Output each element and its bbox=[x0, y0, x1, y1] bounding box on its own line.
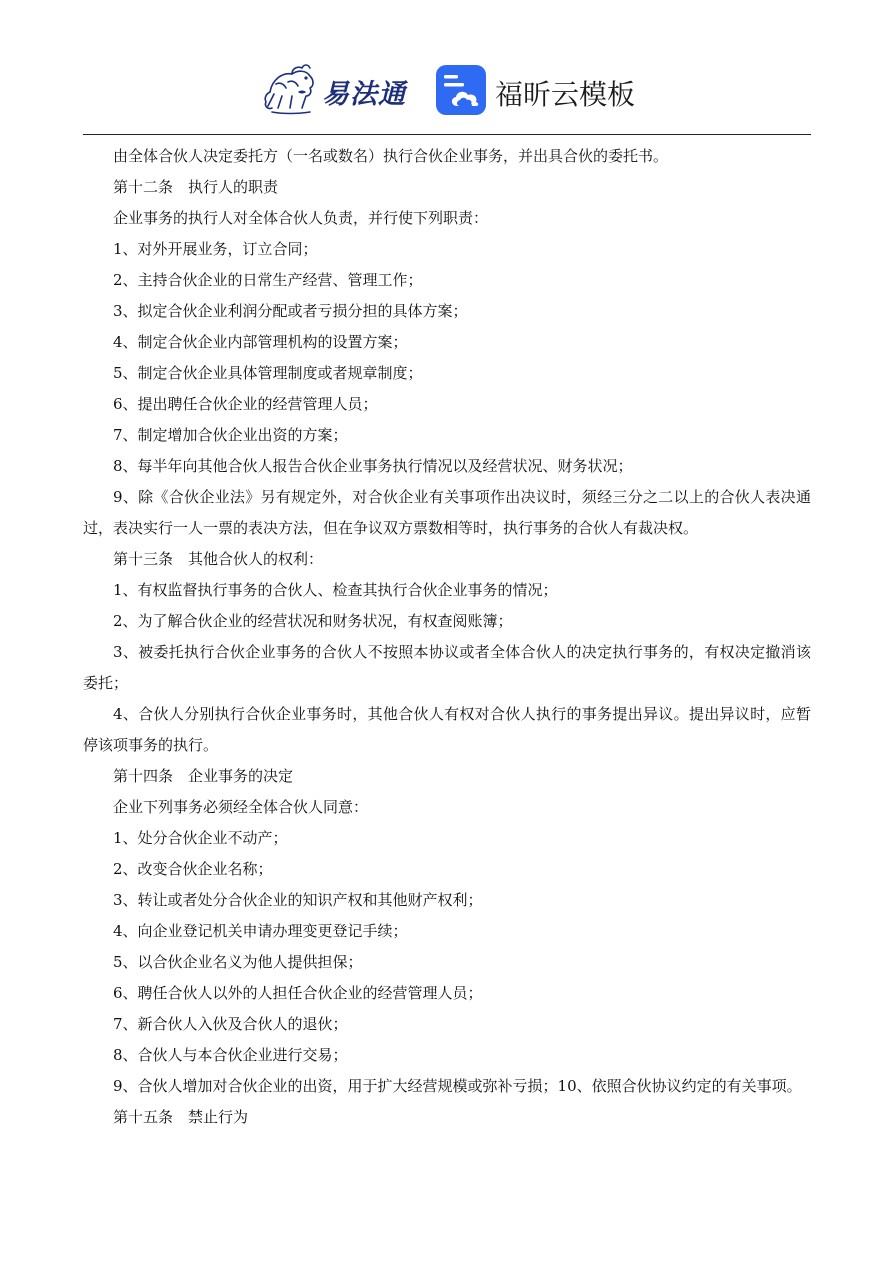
list-item: 3、拟定合伙企业利润分配或者亏损分担的具体方案； bbox=[113, 302, 468, 320]
list-item: 1、有权监督执行事务的合伙人、检查其执行合伙企业事务的情况； bbox=[113, 581, 558, 599]
list-item: 2、为了解合伙企业的经营状况和财务状况，有权查阅账簿； bbox=[113, 612, 513, 630]
article-heading: 第十二条 执行人的职责 bbox=[113, 178, 279, 196]
list-item: 5、以合伙企业名义为他人提供担保； bbox=[113, 953, 363, 971]
fuxin-cloud-template-logo bbox=[435, 64, 645, 120]
article-heading: 第十三条 其他合伙人的权利： bbox=[113, 550, 324, 568]
header-divider bbox=[83, 134, 811, 135]
fuxin-cloud-template-logo-text: 福昕云模板 bbox=[495, 78, 636, 111]
paragraph: 由全体合伙人决定委托方（一名或数名）执行合伙企业事务，并出具合伙的委托书。 bbox=[113, 147, 669, 165]
list-item: 9、除《合伙企业法》另有规定外，对合伙企业有关事项作出决议时，须经三分之二以上的合伙人表决通过，表决实行一人一票的表决方法，但在争议双方票数相等时，执行事务的合伙人有裁决权。 bbox=[83, 488, 811, 537]
list-item: 8、每半年向其他合伙人报告合伙企业事务执行情况以及经营状况、财务状况； bbox=[113, 457, 633, 475]
list-item: 1、对外开展业务，订立合同； bbox=[113, 240, 318, 258]
article-heading: 第十五条 禁止行为 bbox=[113, 1108, 249, 1126]
list-item: 7、制定增加合伙企业出资的方案； bbox=[113, 426, 348, 444]
article-heading: 第十四条 企业事务的决定 bbox=[113, 767, 294, 785]
list-item: 4、制定合伙企业内部管理机构的设置方案； bbox=[113, 333, 408, 351]
list-item: 4、向企业登记机关申请办理变更登记手续； bbox=[113, 922, 408, 940]
list-item: 3、转让或者处分合伙企业的知识产权和其他财产权利； bbox=[113, 891, 483, 909]
list-item: 8、合伙人与本合伙企业进行交易； bbox=[113, 1046, 348, 1064]
page-header bbox=[0, 0, 893, 136]
list-item: 7、新合伙人入伙及合伙人的退伙； bbox=[113, 1015, 348, 1033]
qilin-emblem-icon bbox=[262, 62, 320, 118]
list-item: 6、提出聘任合伙企业的经营管理人员； bbox=[113, 395, 378, 413]
yifatong-logo bbox=[262, 60, 422, 120]
yifatong-logo-text: 易法通 bbox=[322, 79, 406, 110]
list-item: 1、处分合伙企业不动产； bbox=[113, 829, 288, 847]
list-item: 2、主持合伙企业的日常生产经营、管理工作； bbox=[113, 271, 423, 289]
cloud-document-icon bbox=[435, 64, 487, 116]
list-item: 6、聘任合伙人以外的人担任合伙企业的经营管理人员； bbox=[113, 984, 483, 1002]
paragraph: 企业下列事务必须经全体合伙人同意： bbox=[113, 798, 369, 816]
list-item: 3、被委托执行合伙企业事务的合伙人不按照本协议或者全体合伙人的决定执行事务的，有权决定撤消该委托； bbox=[83, 643, 811, 692]
paragraph: 企业事务的执行人对全体合伙人负责，并行使下列职责： bbox=[113, 209, 489, 227]
list-item: 4、合伙人分别执行合伙企业事务时，其他合伙人有权对合伙人执行的事务提出异议。提出异议时，应暂停该项事务的执行。 bbox=[83, 705, 811, 754]
list-item: 5、制定合伙企业具体管理制度或者规章制度； bbox=[113, 364, 423, 382]
list-item: 9、合伙人增加对合伙企业的出资，用于扩大经营规模或弥补亏损；10、依照合伙协议约定的有关事项。 bbox=[113, 1077, 802, 1095]
list-item: 2、改变合伙企业名称； bbox=[113, 860, 273, 878]
document-body bbox=[83, 141, 811, 1133]
